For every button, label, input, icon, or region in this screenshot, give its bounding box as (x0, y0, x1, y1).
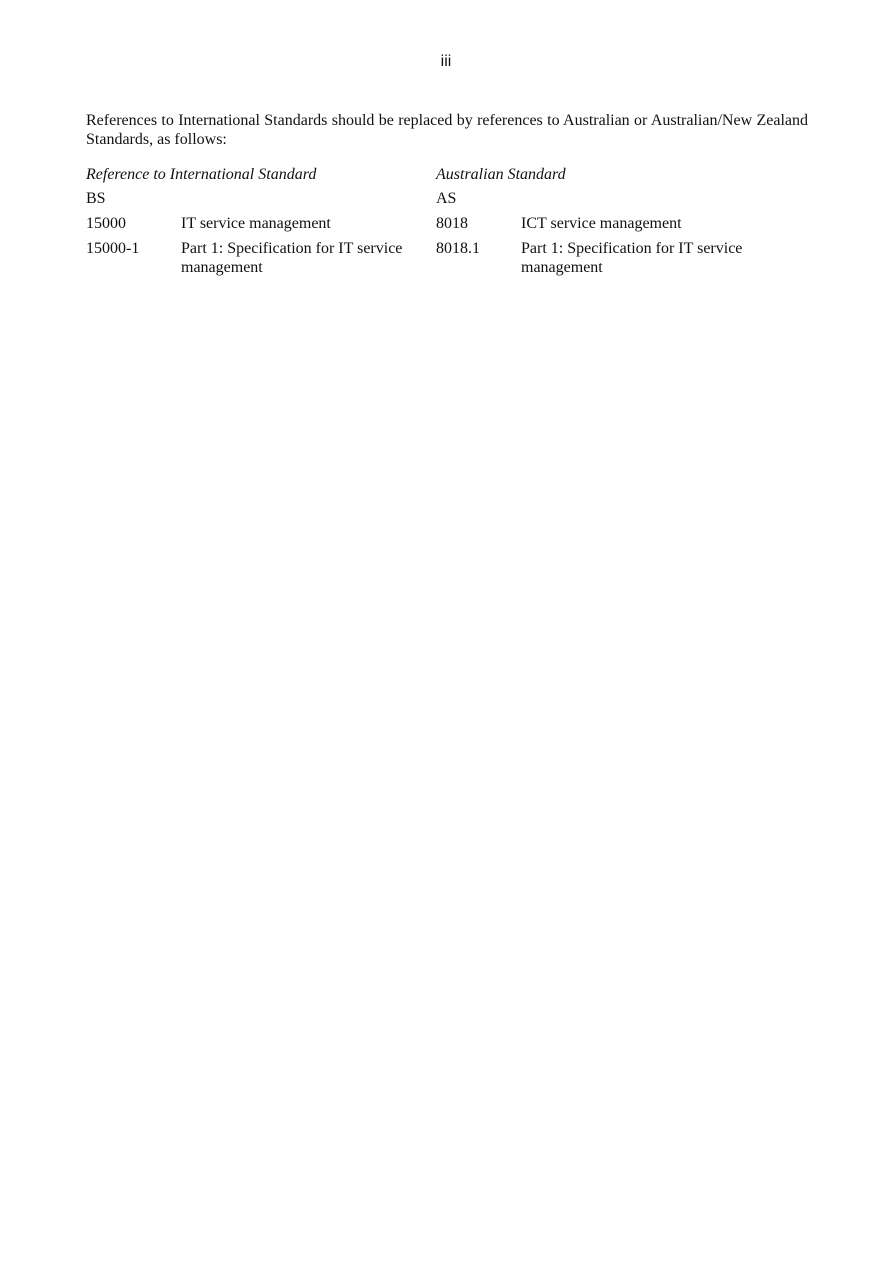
au-standard-number: 8018 (436, 215, 468, 232)
au-standard-number: 8018.1 (436, 240, 480, 257)
table-group-row (86, 189, 808, 214)
table-row (86, 214, 808, 233)
header-australian-standard: Australian Standard (436, 166, 566, 183)
intl-standard-title: IT service management (181, 215, 331, 232)
table-row (86, 239, 808, 277)
page-number: iii (440, 53, 452, 70)
au-standard-title: Part 1: Specification for IT service management (521, 240, 743, 276)
intro-paragraph: References to International Standards should be replaced by references to Australian or Australian/New Zealand Standards, as follows: (86, 112, 808, 148)
header-international-standard: Reference to International Standard (86, 166, 317, 183)
group-australian: AS (436, 190, 457, 207)
intl-standard-title: Part 1: Specification for IT service management (181, 240, 403, 276)
au-standard-title: ICT service management (521, 215, 682, 232)
intl-standard-number: 15000 (86, 215, 126, 232)
group-international: BS (86, 190, 106, 207)
reference-table (86, 164, 808, 283)
intl-standard-number: 15000-1 (86, 240, 140, 257)
table-header-row (86, 164, 808, 189)
